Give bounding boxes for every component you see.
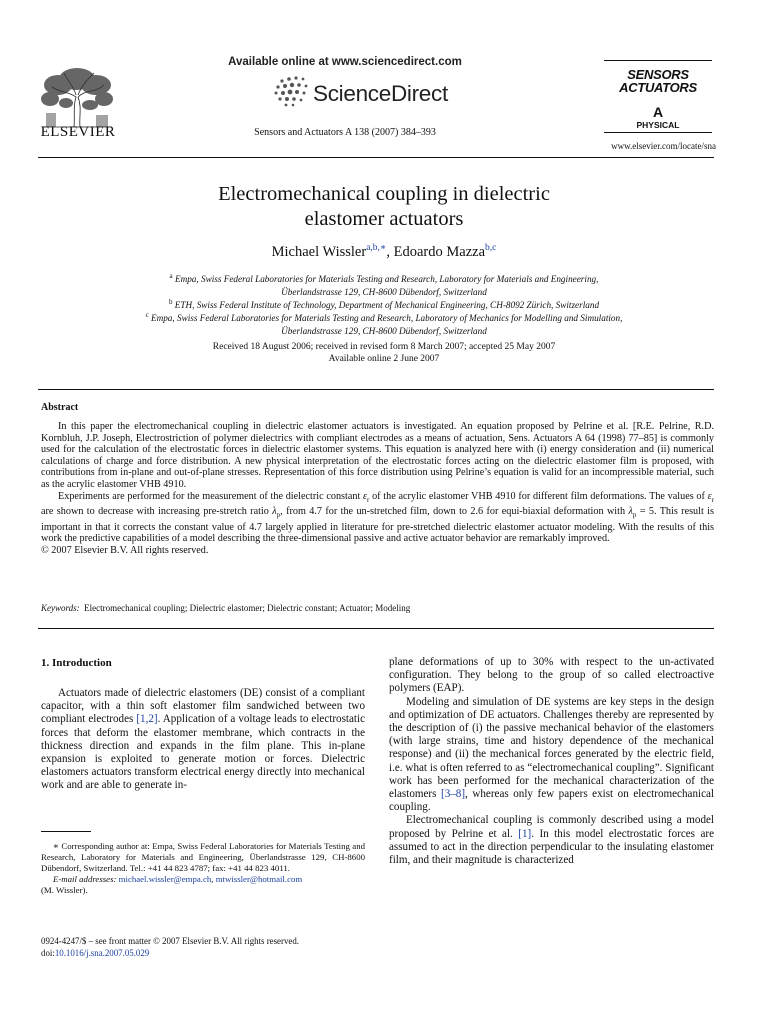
body-paragraph [41, 687, 365, 793]
citation-link[interactable]: [1] [518, 827, 532, 840]
abstract-top-rule [38, 389, 714, 390]
article-title-line2: elastomer actuators [304, 208, 464, 230]
journal-logo-sub: PHYSICAL [636, 120, 680, 130]
keywords-label: Keywords: [41, 603, 80, 613]
footnote-text [41, 841, 365, 874]
copyright-line: © 2007 Elsevier B.V. All rights reserved. [41, 545, 209, 556]
epsilon-r-symbol: ε [707, 490, 712, 502]
doi-link[interactable]: 10.1016/j.sna.2007.05.029 [54, 948, 150, 959]
abstract-bottom-rule [38, 628, 714, 629]
online-date: Available online 2 June 2007 [328, 354, 440, 364]
abstract-text: Experiments are performed for the measurement of the dielectric constant [58, 490, 363, 502]
article-title [80, 182, 688, 232]
footnote-mark: ∗ [53, 841, 59, 851]
author-affil-marks[interactable]: b,c [485, 243, 497, 253]
abstract-paragraph: In this paper the electromechanical coupling in dielectric elastomer actuators is investigated. An equation proposed by Pelrine et al. [R.E. Pelrine, R.D. Kornbluh, J.P. Joseph, Electrostriction of polymer dielectrics with compliant electrodes as a means of actuation, Sens. Actuators A 64 (1998) 77–85] is commonly used for the calculation of the electrostatic forces in dielectric elastomer systems. This equation is analyzed here with (i) energy consideration and (ii) numerical calculations of charge and force distribution. A new physical interpretation of the electrostatic forces acting on the dielectric elastomer film is proposed, with contributions from in-plane and out-of-plane stresses. Representation of this force distribution using Pelrine’s equation is valid for an incompressible material, such as the acrylic elastomer VHB 4910. [41, 421, 714, 490]
email-label: E-mail addresses: [53, 874, 117, 885]
abstract-text: , from 4.7 for the un-stretched film, down to 2.6 for equi-biaxial deformation with [280, 506, 629, 518]
keywords-line [41, 603, 410, 613]
body-text: , whereas only few papers exist on electromechanical coupling. [389, 788, 714, 814]
author-affil-marks[interactable]: a,b,∗ [366, 243, 387, 253]
email-separator: , [211, 874, 216, 885]
body-paragraph [389, 814, 714, 867]
affiliation-a [90, 270, 678, 298]
body-text: Modeling and simulation of DE systems are key steps in the design and optimization of DE actuators. Challenges thereby are represented by the description of (i) the passive mechanical behavior of the elastomers (with large strains, time and history dependence of the mechanical response) and (ii) the mechanical forces generated by the electric field, i.e. what is often referred to as “electromechanical coupling”. Significant work has been performed for the mechanical characterization of the elastomers [389, 695, 714, 801]
article-dates [80, 341, 688, 365]
doi-label: doi: [41, 948, 55, 959]
footnote-rule [41, 831, 91, 832]
article-title-line1: Electromechanical coupling in dielectric [218, 183, 550, 205]
abstract-text: are shown to decrease with increasing pre-stretch ratio [41, 506, 273, 518]
affiliation-text: Überlandstrasse 129, CH-8600 Dübendorf, Switzerland [281, 286, 487, 297]
journal-citation: Sensors and Actuators A 138 (2007) 384–393 [254, 127, 436, 138]
affiliation-mark: b [168, 298, 173, 306]
body-text: . In this model electrostatic forces are assumed to act in the direction perpendicular to the insulating elastomer film, and their magnitude is characterized [389, 827, 714, 867]
abstract-paragraph [41, 491, 714, 545]
affiliation-text: Empa, Swiss Federal Laboratories for Materials Testing and Research, Laboratory of Mechanics for Modelling and Simulation, [150, 313, 623, 324]
doi-line [41, 947, 365, 959]
front-matter [41, 935, 365, 960]
corresponding-author-footnote [41, 841, 365, 896]
issn-line: 0924-4247/$ – see front matter © 2007 Elsevier B.V. All rights reserved. [41, 936, 299, 946]
author-name: Edoardo Mazza [393, 243, 486, 260]
journal-logo-title [604, 68, 712, 94]
affiliation-mark: a [169, 272, 173, 280]
elsevier-wordmark: ELSEVIER [40, 124, 116, 140]
affiliation-c [90, 309, 678, 337]
sciencedirect-wordmark: ScienceDirect [313, 81, 448, 106]
journal-logo-letter: A [652, 104, 664, 120]
journal-logo-line1: SENSORS [627, 67, 689, 82]
lambda-p-symbol: λ [272, 506, 277, 518]
section-heading: 1. Introduction [41, 657, 112, 669]
footnote-owner: (M. Wissler). [41, 885, 88, 896]
abstract-text: of the acrylic elastomer VHB 4910 for different film deformations. The values of [369, 490, 708, 502]
right-column [389, 656, 714, 867]
body-paragraph: plane deformations of up to 30% with respect to the un-activated configuration. They belong to the group of so called electroactive polymers (EAP). [389, 656, 714, 695]
affiliation-text: Überlandstrasse 129, CH-8600 Dübendorf, Switzerland [281, 325, 487, 336]
left-column [41, 687, 365, 793]
email-link[interactable]: mtwissler@hotmail.com [215, 874, 303, 885]
author-name: Michael Wissler [271, 243, 367, 260]
affiliation-mark: c [145, 311, 149, 319]
subscript-p: p [276, 511, 281, 520]
subscript-p: p [632, 511, 637, 520]
received-dates: Received 18 August 2006; received in revised form 8 March 2007; accepted 25 May 2007 [212, 342, 556, 352]
body-paragraph [389, 696, 714, 815]
available-online-note[interactable]: Available online at www.sciencedirect.com [228, 56, 462, 68]
body-text: . Application of a voltage leads to electrostatic forces that deform the elastomer membrane, which contracts in the thickness direction and expands in the film plane. This in-plane expansion is exploited to generate motion or forces. Dielectric elastomers actuators transform electrical energy directly into mechanical work and are able to generate in- [41, 713, 365, 792]
abstract-text: = 5. This result is important in that it corrects the constant value of 4.7 largely applied in literature for pre-stretched dielectric elastomer actuator modeling. With the results of this work the predictive capabilities of a model describing the three-dimensional passive and active actuator behavior are remarkably improved. [41, 506, 714, 545]
author-list [80, 242, 688, 261]
affiliation-text: ETH, Swiss Federal Institute of Technology, Department of Mechanical Engineering, CH-8092 Zürich, Switzerland [174, 300, 600, 311]
subscript-r: r [711, 495, 714, 504]
header-rule [38, 157, 714, 158]
subscript-r: r [367, 495, 370, 504]
citation-link[interactable]: [1,2] [136, 713, 158, 726]
email-line [41, 874, 365, 885]
lambda-p-symbol: λ [628, 506, 633, 518]
body-text: Actuators made of dielectric elastomers (DE) consist of a compliant capacitor, with a thin soft elastomer film sandwiched between two compliant electrodes [41, 687, 365, 726]
keywords-list: Electromechanical coupling; Dielectric elastomer; Dielectric constant; Actuator; Modeling [84, 603, 411, 613]
author-separator: , [386, 243, 394, 260]
journal-url[interactable]: www.elsevier.com/locate/sna [611, 141, 716, 151]
journal-logo-line2: ACTUATORS [619, 80, 697, 95]
footnote-body: Corresponding author at: Empa, Swiss Federal Laboratories for Materials Testing and Research, Laboratory for Materials and Engineering, Überlandstrasse 129, CH-8600 Dübendorf, Switzerland. Tel.: +41 44 823 4787; fax: +41 44 823 4011. [41, 841, 365, 874]
abstract-body [41, 421, 714, 557]
body-text: Electromechanical coupling is commonly described using a model proposed by Pelrine et al. [389, 814, 714, 840]
affiliation-text: Empa, Swiss Federal Laboratories for Materials Testing and Research, Laboratory for Materials and Engineering, [174, 274, 599, 285]
email-link[interactable]: michael.wissler@empa.ch [118, 874, 212, 885]
abstract-heading: Abstract [41, 402, 79, 413]
citation-link[interactable]: [3–8] [441, 788, 466, 801]
epsilon-r-symbol: ε [363, 490, 368, 502]
